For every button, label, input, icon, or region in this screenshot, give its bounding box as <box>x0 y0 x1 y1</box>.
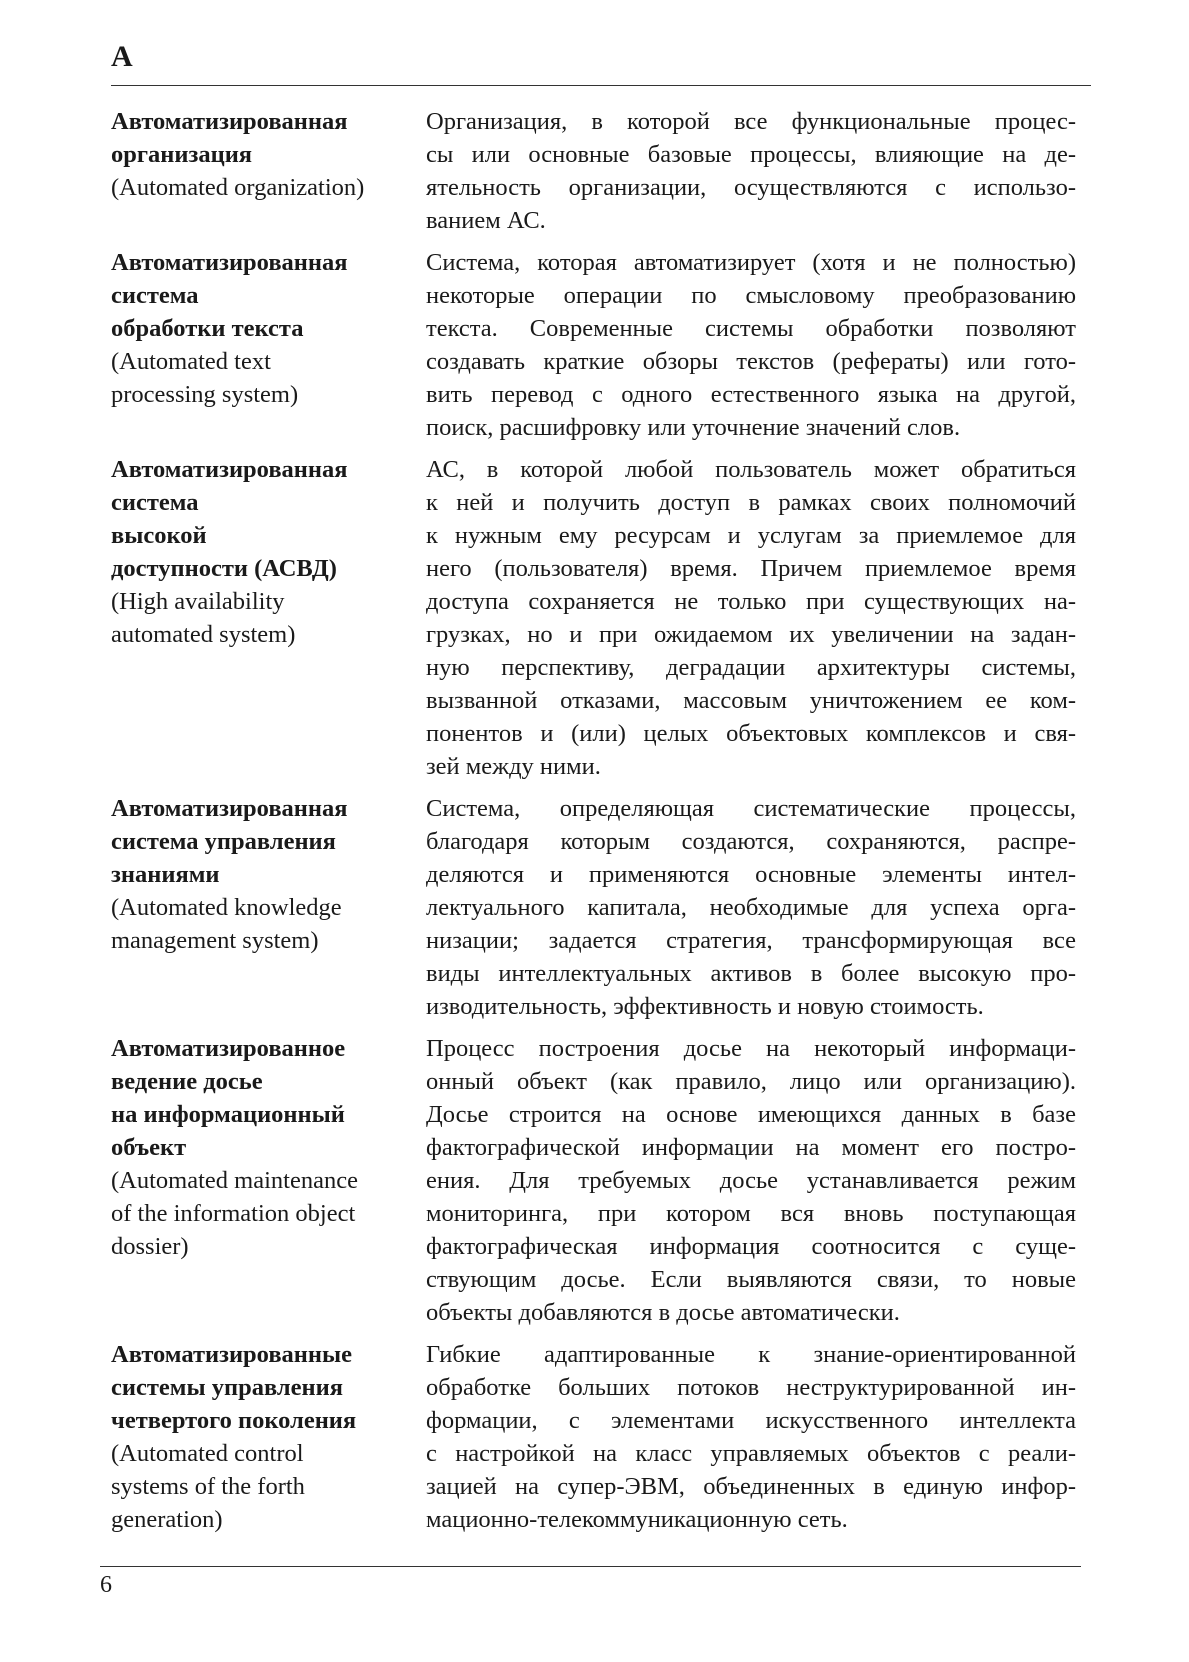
glossary-entry <box>111 1338 1076 1536</box>
definition-line: понентов и (или) целых объектовых комплексов и свя- <box>426 720 1076 747</box>
definition-line: изводительность, эффективность и новую стоимость. <box>426 993 984 1020</box>
glossary-entry <box>111 246 1076 444</box>
definition-line: лектуального капитала, необходимые для успеха орга- <box>426 894 1076 921</box>
definition-column <box>426 453 1076 783</box>
definition-line: онный объект (как правило, лицо или организацию). <box>426 1068 1076 1095</box>
term-en-line: automated system) <box>111 621 296 648</box>
definition-line: Система, определяющая систематические процессы, <box>426 795 1076 822</box>
definition-line: текста. Современные системы обработки позволяют <box>426 315 1076 342</box>
definition-line: низации; задается стратегия, трансформирующая все <box>426 927 1076 954</box>
definition-line: АС, в которой любой пользователь может обратиться <box>426 456 1076 483</box>
term-en-line: (Automated text <box>111 348 271 375</box>
definition-column <box>426 105 1076 237</box>
glossary-entry <box>111 792 1076 1023</box>
definition-line: ения. Для требуемых досье устанавливается режим <box>426 1167 1076 1194</box>
term-en-line: generation) <box>111 1506 223 1533</box>
definition-column <box>426 1338 1076 1536</box>
term-en-line: (High availability <box>111 588 285 615</box>
term-ru-line: на информационный <box>111 1101 345 1128</box>
definition-line: поиск, расшифровку или уточнение значений слов. <box>426 414 961 441</box>
term-en-line: (Automated maintenance <box>111 1167 358 1194</box>
definition-line: ную перспективу, деградации архитектуры системы, <box>426 654 1076 681</box>
section-letter: А <box>111 40 134 73</box>
term-ru-line: система <box>111 489 199 516</box>
term-en-line: systems of the forth <box>111 1473 305 1500</box>
term-en-line: (Automated organization) <box>111 174 365 201</box>
definition-column <box>426 1032 1076 1329</box>
term-ru-line: объект <box>111 1134 187 1161</box>
term-column <box>111 105 426 237</box>
definition-line: Система, которая автоматизирует (хотя и не полностью) <box>426 249 1076 276</box>
term-column <box>111 453 426 783</box>
term-ru-line: четвертого поколения <box>111 1407 357 1434</box>
definition-line: объекты добавляются в досье автоматически. <box>426 1299 900 1326</box>
term-en-line: (Automated control <box>111 1440 304 1467</box>
term-ru-line: высокой <box>111 522 207 549</box>
definition-line: Процесс построения досье на некоторый информаци- <box>426 1035 1076 1062</box>
term-en-line: processing system) <box>111 381 299 408</box>
definition-line: него (пользователя) время. Причем приемлемое время <box>426 555 1076 582</box>
glossary-entry <box>111 105 1076 237</box>
term-ru-line: Автоматизированная <box>111 249 348 276</box>
definition-line: мационно-телекоммуникационную сеть. <box>426 1506 848 1533</box>
definition-line: фактографической информации на момент его постро- <box>426 1134 1076 1161</box>
term-en-line: of the information object <box>111 1200 356 1227</box>
term-en-line: (Automated knowledge <box>111 894 342 921</box>
definition-line: вить перевод с одного естественного языка на другой, <box>426 381 1076 408</box>
term-ru-line: Автоматизированная <box>111 108 348 135</box>
definition-line: Гибкие адаптированные к знание-ориентированной <box>426 1341 1076 1368</box>
definition-line: Организация, в которой все функциональные процес- <box>426 108 1076 135</box>
footer-rule <box>100 1566 1081 1567</box>
definition-line: с настройкой на класс управляемых объектов с реали- <box>426 1440 1076 1467</box>
glossary-entry <box>111 1032 1076 1329</box>
term-column <box>111 246 426 444</box>
term-ru-line: доступности (АСВД) <box>111 555 337 582</box>
term-ru-line: Автоматизированное <box>111 1035 346 1062</box>
term-ru-line: Автоматизированная <box>111 456 348 483</box>
definition-line: ванием АС. <box>426 207 546 234</box>
definition-line: виды интеллектуальных активов в более высокую про- <box>426 960 1076 987</box>
term-ru-line: знаниями <box>111 861 220 888</box>
term-ru-line: организация <box>111 141 253 168</box>
definition-line: мониторинга, при котором вся вновь поступающая <box>426 1200 1076 1227</box>
glossary-entries <box>111 105 1076 1545</box>
term-column <box>111 1032 426 1329</box>
term-ru-line: обработки текста <box>111 315 304 342</box>
definition-line: сы или основные базовые процессы, влияющие на де- <box>426 141 1076 168</box>
term-ru-line: система управления <box>111 828 336 855</box>
term-ru-line: Автоматизированные <box>111 1341 353 1368</box>
definition-line: некоторые операции по смысловому преобразованию <box>426 282 1076 309</box>
term-ru-line: системы управления <box>111 1374 343 1401</box>
definition-line: зацией на супер-ЭВМ, объединенных в единую инфор- <box>426 1473 1076 1500</box>
definition-line: фактографическая информация соотносится с суще- <box>426 1233 1076 1260</box>
definition-line: ятельность организации, осуществляются с использо- <box>426 174 1076 201</box>
term-en-line: management system) <box>111 927 319 954</box>
definition-column <box>426 792 1076 1023</box>
definition-line: доступа сохраняется не только при существующих на- <box>426 588 1076 615</box>
definition-line: зей между ними. <box>426 753 601 780</box>
term-column <box>111 1338 426 1536</box>
definition-line: к нужным ему ресурсам и услугам за приемлемое для <box>426 522 1076 549</box>
term-ru-line: Автоматизированная <box>111 795 348 822</box>
definition-column <box>426 246 1076 444</box>
definition-line: ствующим досье. Если выявляются связи, то новые <box>426 1266 1076 1293</box>
definition-line: формации, с элементами искусственного интеллекта <box>426 1407 1076 1434</box>
definition-line: вызванной отказами, массовым уничтожением ее ком- <box>426 687 1076 714</box>
definition-line: обработке больших потоков неструктурированной ин- <box>426 1374 1076 1401</box>
glossary-entry <box>111 453 1076 783</box>
header-rule <box>111 85 1091 86</box>
term-ru-line: ведение досье <box>111 1068 263 1095</box>
page-number: 6 <box>100 1572 112 1598</box>
definition-line: деляются и применяются основные элементы интел- <box>426 861 1076 888</box>
term-en-line: dossier) <box>111 1233 189 1260</box>
definition-line: к ней и получить доступ в рамках своих полномочий <box>426 489 1076 516</box>
term-ru-line: система <box>111 282 199 309</box>
definition-line: создавать краткие обзоры текстов (рефераты) или гото- <box>426 348 1076 375</box>
definition-line: грузках, но и при ожидаемом их увеличении на задан- <box>426 621 1076 648</box>
definition-line: благодаря которым создаются, сохраняются, распре- <box>426 828 1076 855</box>
definition-line: Досье строится на основе имеющихся данных в базе <box>426 1101 1076 1128</box>
term-column <box>111 792 426 1023</box>
